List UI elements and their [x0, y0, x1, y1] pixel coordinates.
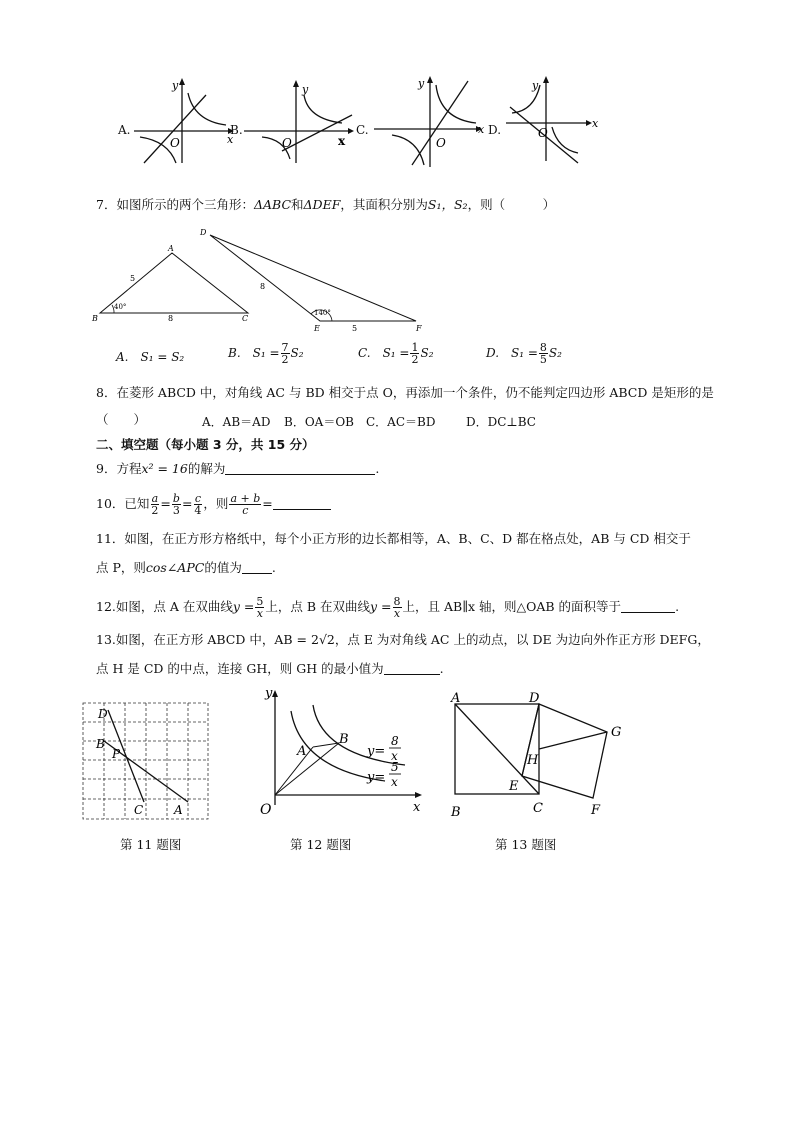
q7-option-b-post: S₂	[290, 346, 304, 360]
q7-option-d-post: S₂	[548, 346, 562, 360]
fig12-o: O	[260, 802, 272, 818]
q10-eq3: =	[262, 496, 273, 511]
q6b-y: y	[302, 83, 309, 96]
fig13-figure	[445, 690, 635, 825]
fig12-label8-num: 8	[391, 734, 399, 748]
q7-s-symbols: S₁，S₂	[427, 197, 468, 212]
fig11-c: C	[134, 803, 144, 817]
q6-option-a-label[interactable]: A.	[118, 123, 131, 137]
q6d-x: x	[592, 117, 599, 130]
q7-option-b[interactable]	[228, 342, 304, 365]
fig12-x: x	[413, 800, 421, 815]
q8-option-d[interactable]: D．DC⊥BC	[466, 415, 536, 429]
q7-option-a-text: A. S₁ = S₂	[116, 350, 185, 364]
q7-option-b-pre: B. S₁ =	[228, 346, 280, 360]
fig11-grid	[80, 700, 212, 825]
q7-text-post: ，其面积分别为	[340, 197, 428, 212]
q10-pre: 10．已知	[96, 496, 150, 511]
q6-option-d-label[interactable]: D.	[488, 123, 502, 137]
q6c-y: y	[418, 77, 425, 90]
fig12-y: y	[265, 686, 273, 701]
q10-answer-blank[interactable]	[273, 497, 331, 510]
q6d-y: y	[532, 79, 539, 92]
q7-label-angle-e: 140°	[314, 309, 331, 317]
q7-option-b-den: 2	[281, 353, 289, 366]
q10-frac2-num: b	[172, 492, 180, 505]
fig13-c: C	[533, 801, 543, 816]
fig12-label5: y=	[367, 770, 386, 785]
q6-graphs	[110, 75, 630, 170]
q9-pre: 9．方程	[96, 461, 142, 476]
q9-end: .	[375, 461, 380, 476]
q12-mid: 上，点 B 在双曲线	[265, 599, 371, 614]
q7-label-ab: 5	[130, 274, 136, 283]
q7-option-d-num: 8	[539, 341, 547, 354]
q12-frac1-num: 5	[256, 595, 264, 608]
q8-paren: （ ）	[96, 412, 147, 427]
q6b-origin: O	[282, 136, 292, 150]
fig12-b: B	[339, 732, 349, 747]
q10-mid: ，则	[203, 496, 229, 511]
q7-option-c[interactable]	[358, 342, 434, 365]
fig12-label5-den: x	[391, 775, 398, 789]
q10-frac3-den: 4	[194, 504, 202, 517]
fig11-caption: 第 11 题图	[120, 837, 182, 852]
section-fill-in-title: 二、填空题（每小题 3 分，共 15 分）	[96, 437, 315, 452]
q7-label-a: A	[168, 244, 174, 253]
q7-label-de: 8	[260, 282, 266, 291]
q6c-x: x	[478, 123, 485, 136]
q7-label-bc: 8	[168, 314, 174, 323]
q10-frac3-num: c	[194, 492, 201, 505]
q6c-origin: O	[436, 136, 446, 150]
fig13-h: H	[527, 753, 539, 768]
fig11-a: A	[174, 803, 183, 817]
q7-option-d[interactable]	[486, 342, 562, 365]
fig11-b: B	[96, 737, 105, 751]
q12-stem	[96, 591, 679, 623]
q6-graph-d	[502, 75, 602, 167]
q11-line2-pre: 点 P，则	[96, 560, 146, 575]
fig11-p: P	[112, 747, 121, 761]
fig13-d: D	[529, 691, 540, 706]
q6-graph-b	[242, 75, 357, 165]
q10-frac4-den: c	[242, 504, 249, 517]
q7-stem	[96, 196, 555, 214]
q7-option-d-pre: D. S₁ =	[486, 346, 538, 360]
q13-line1: 13.如图，在正方形 ABCD 中，AB = 2√2，点 E 为对角线 AC 上的动点，以 DE 为边向外作正方形 DEFG，	[96, 632, 710, 647]
q6b-x: x	[338, 134, 346, 148]
q10-eq2: =	[181, 496, 193, 511]
q12-post: 上，且 AB∥x 轴，则△OAB 的面积等于	[402, 599, 622, 614]
q7-option-c-pre: C. S₁ =	[358, 346, 410, 360]
q8-stem: 8．在菱形 ABCD 中，对角线 AC 与 BD 相交于点 O，再添加一个条件，仍不能判定四边形 ABCD 是矩形的是	[96, 385, 714, 400]
q7-and: 和	[291, 197, 304, 212]
q7-label-d: D	[200, 228, 207, 237]
q13-line2-text: 点 H 是 CD 的中点，连接 GH，则 GH 的最小值为	[96, 661, 384, 676]
q11-cos: cos∠APC	[145, 560, 205, 575]
q7-label-b: B	[92, 314, 98, 323]
fig13-g: G	[611, 725, 622, 740]
fig13-f: F	[591, 803, 601, 818]
q12-end: .	[675, 599, 680, 614]
q11-line2-post: 的值为	[204, 560, 242, 575]
q7-label-c: C	[242, 314, 249, 323]
q6-option-c-label[interactable]: C.	[356, 123, 369, 137]
q7-label-ef: 5	[352, 324, 358, 333]
fig11-d: D	[98, 707, 108, 721]
fig12-label8: y=	[367, 744, 386, 759]
q10-frac4-num: a + b	[230, 492, 261, 505]
q7-option-b-num: 7	[281, 341, 289, 354]
q6-graph-c	[372, 75, 492, 167]
q8-option-b[interactable]: B．OA＝OB	[284, 415, 354, 429]
q10-stem	[96, 489, 331, 519]
fig12-a: A	[297, 744, 307, 759]
q6a-origin: O	[170, 136, 180, 150]
fig13-a: A	[451, 691, 461, 706]
q13-end: .	[439, 661, 444, 676]
q13-line2	[96, 660, 444, 678]
q7-text-end: ，则（ ）	[467, 197, 556, 212]
q11-answer-blank[interactable]	[242, 561, 272, 574]
q7-option-d-den: 5	[539, 353, 547, 366]
q12-y1: y =	[232, 599, 255, 614]
q6-option-b-label[interactable]: B.	[230, 123, 243, 137]
q7-tri2: ΔDEF	[303, 197, 341, 212]
fig12-caption: 第 12 题图	[290, 837, 352, 852]
q7-option-a[interactable]	[116, 348, 184, 365]
fig13-caption: 第 13 题图	[495, 837, 557, 852]
q9-equation: x² = 16	[141, 461, 188, 476]
q10-frac1-num: a	[151, 492, 159, 505]
q9-answer-blank[interactable]	[225, 462, 375, 475]
q12-pre: 12.如图，点 A 在双曲线	[96, 599, 233, 614]
q6a-x: x	[227, 133, 234, 146]
q7-tri1: ΔABC	[253, 197, 292, 212]
q7-label-angle-b: 40°	[114, 303, 127, 311]
q6d-origin: O	[538, 126, 548, 140]
q13-answer-blank[interactable]	[384, 662, 440, 675]
q7-option-c-den: 2	[411, 353, 419, 366]
q7-label-e: E	[314, 324, 320, 333]
q7-option-c-num: 1	[411, 341, 419, 354]
q11-line1: 11．如图，在正方形方格纸中，每个小正方形的边长都相等，A、B、C、D 都在格点处，AB 与 CD 相交于	[96, 531, 691, 546]
q12-frac2-num: 8	[393, 595, 401, 608]
q12-frac1-den: x	[256, 607, 263, 620]
q7-text-pre: 7．如图所示的两个三角形：	[96, 197, 254, 212]
q10-frac1-den: 2	[151, 504, 159, 517]
q6-graph-a	[132, 75, 232, 165]
q10-eq1: =	[160, 496, 171, 511]
q8-option-c[interactable]: C．AC＝BD	[366, 415, 436, 429]
q6a-y: y	[172, 79, 179, 92]
fig12-label5-num: 5	[391, 760, 399, 774]
q10-frac2-den: 3	[172, 504, 180, 517]
q7-figure	[88, 225, 433, 335]
q12-y2: y =	[370, 599, 392, 614]
q12-frac2-den: x	[393, 607, 401, 620]
q11-end: .	[271, 560, 276, 575]
fig13-b: B	[451, 805, 461, 820]
q11-line2	[96, 559, 276, 577]
fig12-graph	[255, 685, 430, 820]
fig13-e: E	[509, 779, 519, 794]
q12-answer-blank[interactable]	[621, 600, 675, 613]
fig12-label8-den: x	[391, 749, 398, 763]
q9-post: 的解为	[187, 461, 226, 476]
q8-option-a[interactable]: A．AB＝AD	[202, 415, 271, 429]
q7-label-f: F	[416, 324, 422, 333]
q7-option-c-post: S₂	[420, 346, 434, 360]
q9-stem	[96, 460, 379, 478]
